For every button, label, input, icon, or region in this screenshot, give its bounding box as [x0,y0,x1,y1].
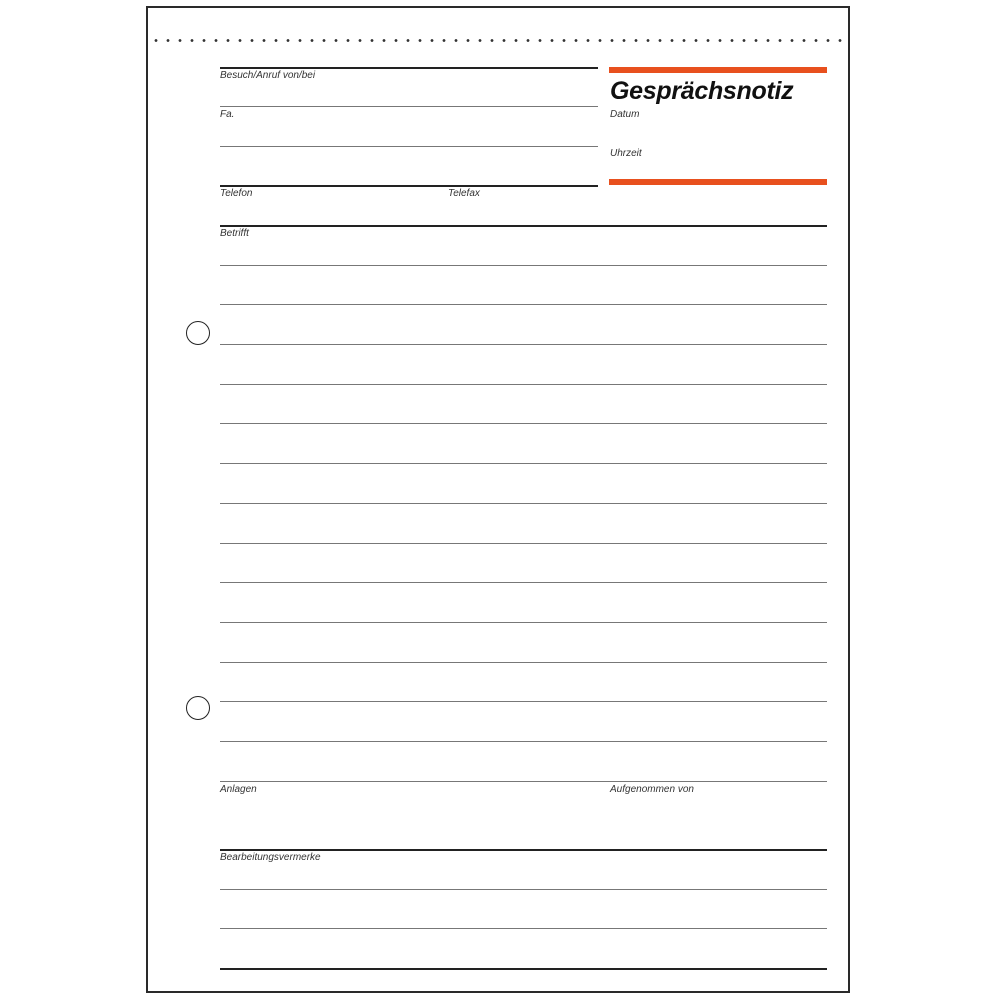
form-sheet [146,6,850,993]
form-title: Gesprächsnotiz [610,77,794,105]
firma-field-line[interactable] [220,146,598,147]
uhrzeit-label: Uhrzeit [610,148,642,159]
anlagen-field-line[interactable] [220,849,827,851]
note-line[interactable] [220,662,827,663]
note-line[interactable] [220,423,827,424]
telefax-label: Telefax [448,188,480,199]
anlagen-label: Anlagen [220,784,257,795]
besuch-label: Besuch/Anruf von/bei [220,70,316,81]
note-line[interactable] [220,304,827,305]
note-line[interactable] [220,741,827,742]
remark-line[interactable] [220,968,827,970]
note-line[interactable] [220,384,827,385]
punch-hole-top [186,321,210,345]
note-line[interactable] [220,701,827,702]
besuch-field-line[interactable] [220,106,598,107]
datum-label: Datum [610,109,640,120]
note-line[interactable] [220,344,827,345]
note-line[interactable] [220,265,827,266]
remark-line[interactable] [220,889,827,890]
title-bar-bottom [609,179,827,185]
note-line[interactable] [220,503,827,504]
betrifft-label: Betrifft [220,228,249,239]
note-line[interactable] [220,463,827,464]
note-line[interactable] [220,543,827,544]
firma-label: Fa. [220,109,235,120]
note-line[interactable] [220,582,827,583]
note-line[interactable] [220,622,827,623]
besuch-line-top [220,67,598,69]
aufgenommen-label: Aufgenommen von [610,784,694,795]
firma-field-line-2[interactable] [220,185,598,187]
remark-line[interactable] [220,928,827,929]
punch-hole-bottom [186,696,210,720]
perforation-line [150,39,848,42]
note-line[interactable] [220,781,827,782]
telefon-label: Telefon [220,188,253,199]
bearbeitung-label: Bearbeitungsvermerke [220,852,321,863]
telefon-field-line[interactable] [220,225,827,227]
title-bar-top [609,67,827,73]
